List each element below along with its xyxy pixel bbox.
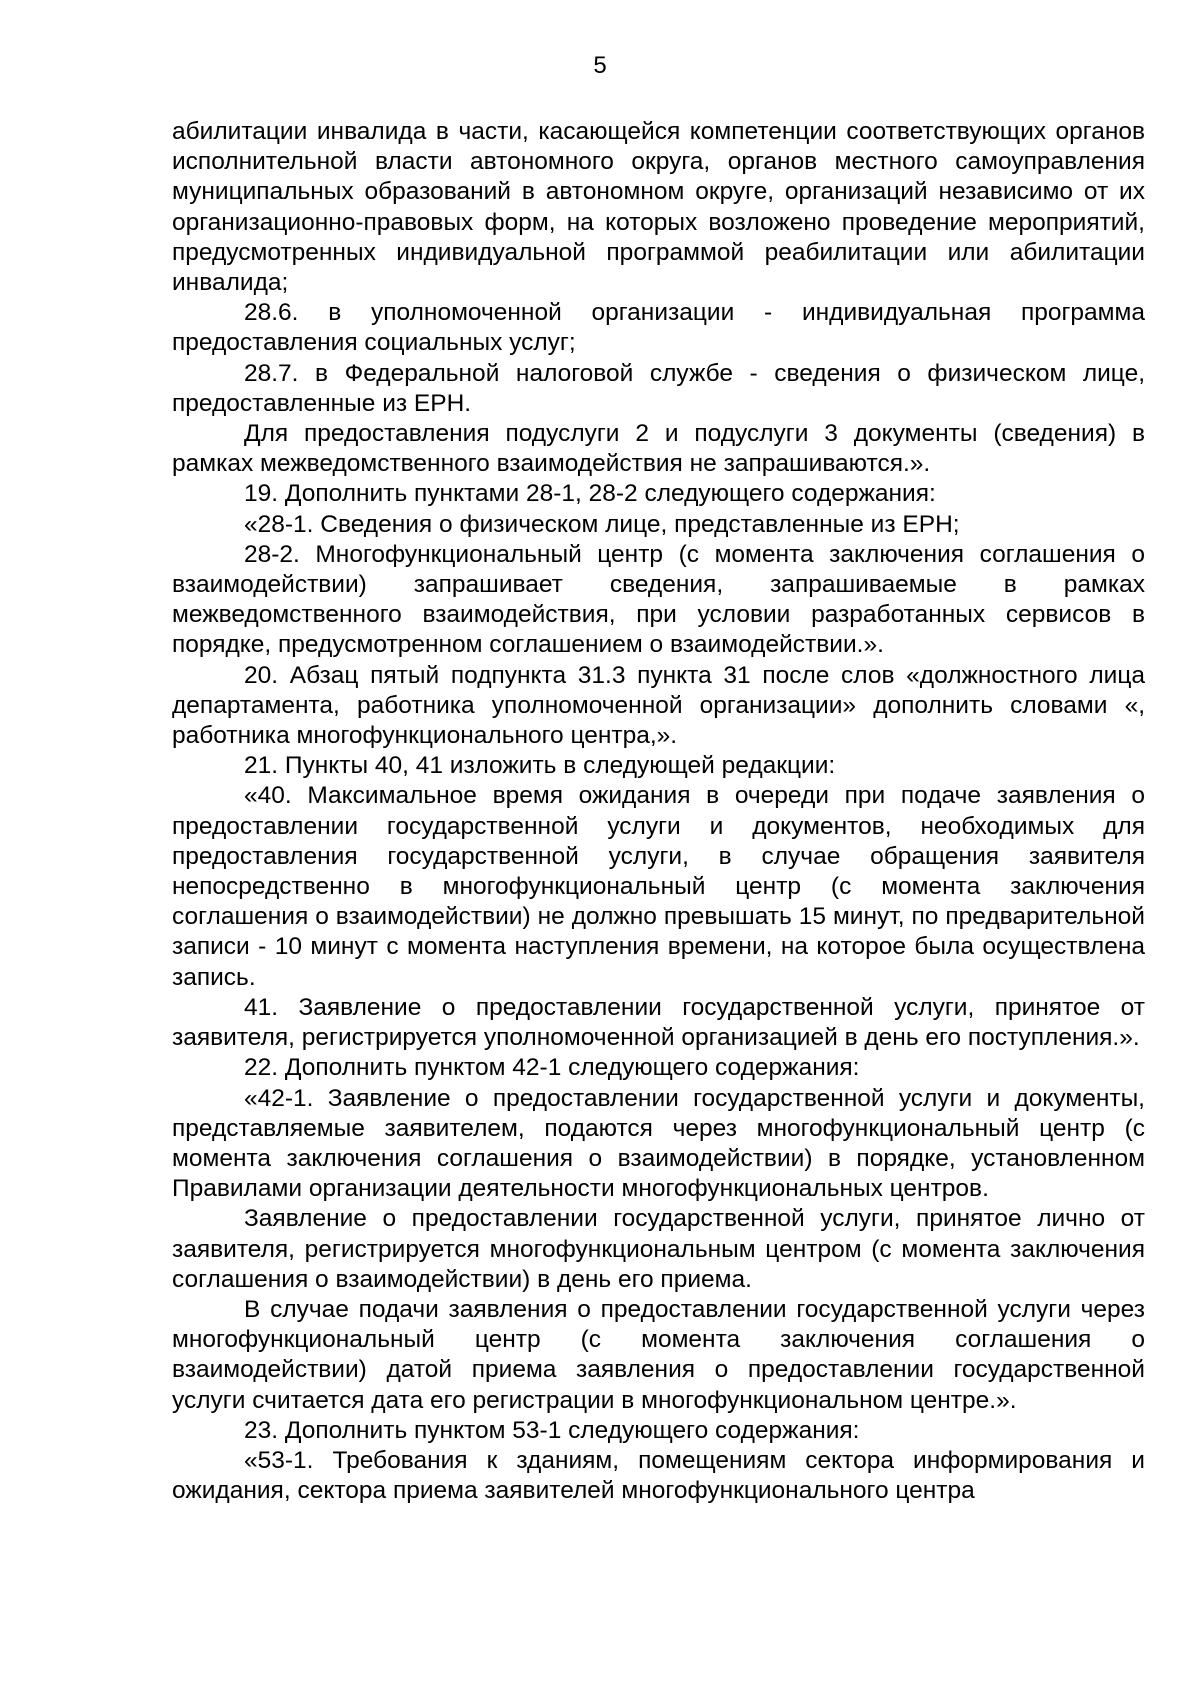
paragraph-28-2: 28-2. Многофункциональный центр (с момента заключения соглашения о взаимодействии) запрашивает сведения, запрашиваемые в рамках межведомственного взаимодействия, при условии разработанных сервисов в порядке, предусмотренном соглашением о взаимодействии.». — [172, 540, 1145, 659]
paragraph-item-23: 23. Дополнить пунктом 53-1 следующего содержания: — [244, 1416, 860, 1444]
paragraph-continuation: абилитации инвалида в части, касающейся компетенции соответствующих органов исполнительной власти автономного округа, органов местного самоуправления муниципальных образований в автономном округе, организаций независимо от их организационно-правовых форм, на которых возложено проведение мероприятий, предусмотренных индивидуальной программой реабилитации или абилитации инвалида; — [172, 118, 1145, 297]
paragraph-42-1: «42-1. Заявление о предоставлении государственной услуги и документы, представляемые заявителем, подаются через многофункциональный центр (с момента заключения соглашения о взаимодействии) в порядке, установленном Правилами организации деятельности многофункциональных центров. — [172, 1084, 1145, 1203]
paragraph-28-7: 28.7. в Федеральной налоговой службе - сведения о физическом лице, предоставленные из ЕРН. — [172, 359, 1145, 417]
paragraph-28-6: 28.6. в уполномоченной организации - индивидуальная программа предоставления социальных услуг; — [172, 299, 1145, 357]
paragraph-42-1-registration: Заявление о предоставлении государственной услуги, принятое лично от заявителя, регистрируется многофункциональным центром (с момента заключения соглашения о взаимодействии) в день его приема. — [172, 1205, 1145, 1293]
paragraph-28-1: «28-1. Сведения о физическом лице, представленные из ЕРН; — [244, 510, 960, 538]
document-body — [172, 117, 1145, 1506]
paragraph-item-20: 20. Абзац пятый подпункта 31.3 пункта 31 после слов «должностного лица департамента, работника уполномоченной организации» дополнить словами «, работника многофункционального центра,». — [172, 661, 1145, 750]
paragraph-item-22: 22. Дополнить пунктом 42-1 следующего содержания: — [244, 1054, 860, 1082]
paragraph-53-1: «53-1. Требования к зданиям, помещениям сектора информирования и ожидания, сектора приема заявителей многофункционального центра — [172, 1446, 1145, 1505]
paragraph-item-19: 19. Дополнить пунктами 28-1, 28-2 следующего содержания: — [244, 480, 936, 508]
paragraph-item-21: 21. Пункты 40, 41 изложить в следующей редакции: — [244, 752, 836, 780]
page-number: 5 — [593, 52, 607, 79]
paragraph-41: 41. Заявление о предоставлении государственной услуги, принятое от заявителя, регистрируется уполномоченной организацией в день его поступления.». — [172, 993, 1145, 1052]
paragraph-40: «40. Максимальное время ожидания в очереди при подаче заявления о предоставлении государственной услуги и документов, необходимых для предоставления государственной услуги, в случае обращения заявителя непосредственно в многофункциональный центр (с момента заключения соглашения о взаимодействии) не должно превышать 15 минут, по предварительной записи - 10 минут с момента наступления времени, на которое была осуществлена запись. — [172, 782, 1145, 991]
paragraph-subservices-note: Для предоставления подуслуги 2 и подуслуги 3 документы (сведения) в рамках межведомственного взаимодействия не запрашиваются.». — [172, 420, 1145, 478]
paragraph-42-1-date: В случае подачи заявления о предоставлении государственной услуги через многофункциональный центр (с момента заключения соглашения о взаимодействии) датой приема заявления о предоставлении государственной услуги считается дата его регистрации в многофункциональном центре.». — [172, 1295, 1145, 1414]
